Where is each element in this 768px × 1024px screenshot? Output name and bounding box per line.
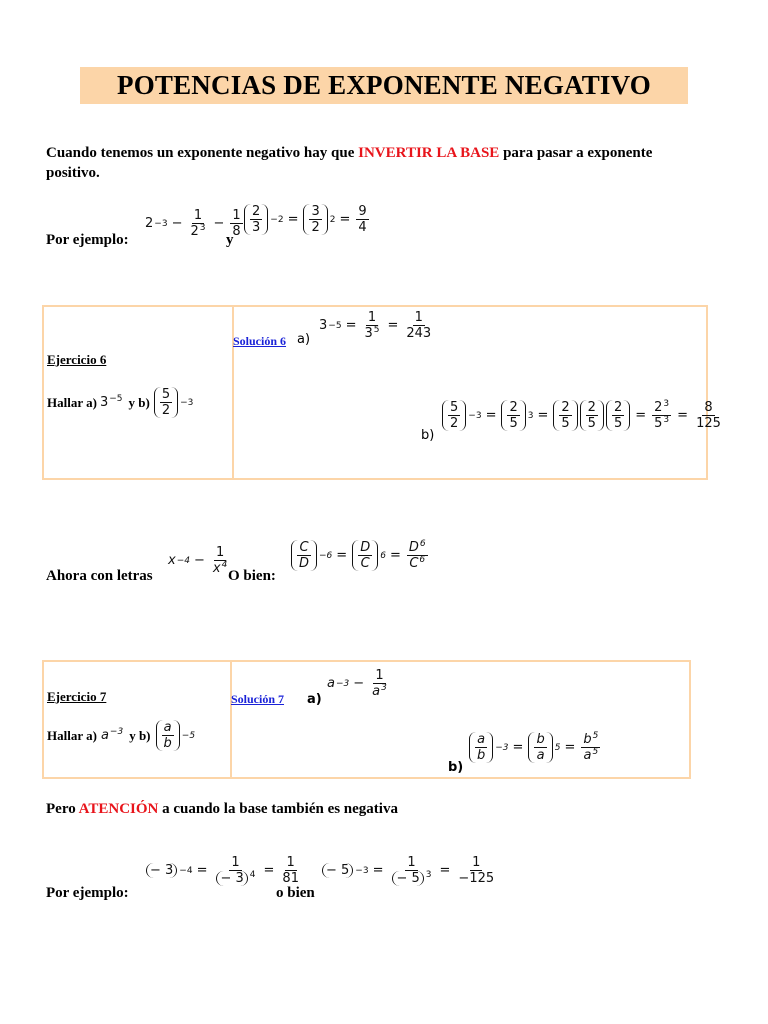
solucion6-b-equation: $\frac{5}{2}$ −3 = $\frac{2}{5}$ 3 = $\frac{2}{5}$ $\frac{2}{5}$ $\frac{2}{5}$ = $\frac{2^3}{5^3}$ = $\frac{8}{125}$ <box>441 400 725 431</box>
solucion6-a-label: a) <box>297 332 311 347</box>
example2-or: o bien <box>276 885 315 901</box>
example2-equation-a: − 3 −4 = $\frac{1}{- 3 ^4}$ = $\frac{1}{81}$ <box>145 855 303 886</box>
solucion7-b-label: b) <box>448 760 464 775</box>
example1-label: Por ejemplo: <box>46 232 129 248</box>
solucion7-a-label: a) <box>307 692 322 707</box>
ejercicio7-title: Ejercicio 7 <box>47 689 107 704</box>
attention-highlight: ATENCIÓN <box>78 801 159 817</box>
letters-equation-a: x −4 − $\frac{1}{x^4}$ <box>168 545 228 576</box>
letters-or: O bien: <box>228 568 276 584</box>
example2-equation-b: − 5 −3 = $\frac{1}{- 5 ^3}$ = $\frac{1}{-125}$ <box>321 855 498 886</box>
ejercicio6-box <box>42 305 721 480</box>
intro-highlight: INVERTIR LA BASE <box>358 145 500 161</box>
ejercicio7-prompt: Hallar a) $a^{-3}$ y b) $\frac{a}{b}$ −5 <box>47 720 196 751</box>
letters-label: Ahora con letras <box>46 568 153 584</box>
ejercicio6-title: Ejercicio 6 <box>47 352 107 367</box>
solucion6-link[interactable]: Solución 6 <box>233 334 287 348</box>
solucion7-b-equation: $\frac{a}{b}$ −3 = $\frac{b}{a}$ 5 = $\frac{b^5}{a^5}$ <box>468 732 602 763</box>
solucion6-a-equation: 3 −5 = $\frac{1}{3^5}$ = $\frac{1}{243}$ <box>319 310 432 341</box>
example1-and: y <box>226 232 234 248</box>
letters-equation-b: $\frac{C}{D}$ −6 = $\frac{D}{C}$ 6 = $\frac{D^6}{C^6}$ <box>290 540 430 571</box>
solucion6-b-label: b) <box>421 428 435 443</box>
ejercicio7-box <box>42 660 691 779</box>
example1-equation-b: $\frac{2}{3}$ −2 = $\frac{3}{2}$ 2 = $\frac{9}{4}$ <box>243 204 371 235</box>
attention-paragraph: Pero ATENCIÓN a cuando la base también es negativa <box>46 801 398 817</box>
page-title: POTENCIAS DE EXPONENTE NEGATIVO <box>80 67 688 104</box>
solucion7-a-equation: a −3 − $\frac{1}{a^3}$ <box>327 668 387 699</box>
ejercicio6-prompt: Hallar a) $3^{-5}$ y b) $\frac{5}{2}$ −3 <box>47 387 194 418</box>
example2-label: Por ejemplo: <box>46 885 129 901</box>
solucion7-link[interactable]: Solución 7 <box>231 692 285 706</box>
intro-paragraph: Cuando tenemos un exponente negativo hay que INVERTIR LA BASE para pasar a exponente positivo. <box>46 145 653 181</box>
example1-equation-a: 2 −3 − $\frac{1}{2^3}$ − $\frac{1}{8}$ <box>145 208 241 239</box>
